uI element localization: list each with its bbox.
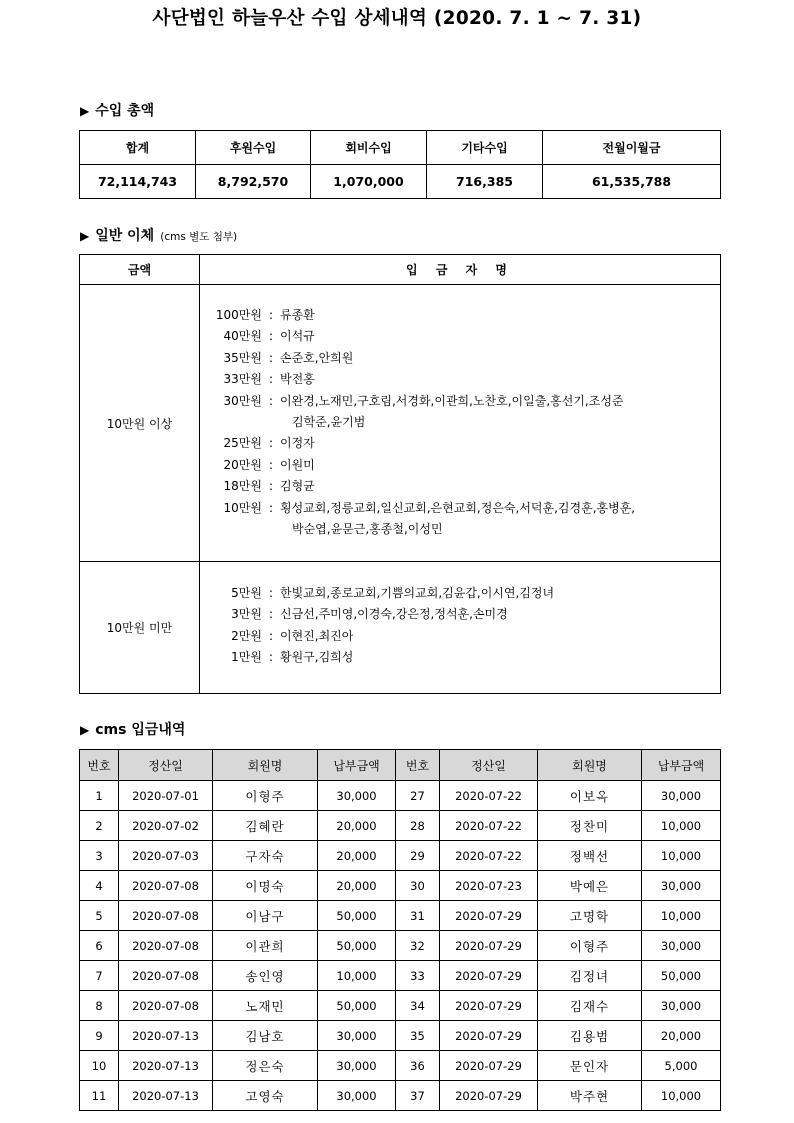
donor-amount: 10만원 xyxy=(223,500,262,515)
cms-cell: 2020-07-08 xyxy=(119,961,213,991)
donor-names: 박전홍 xyxy=(280,372,315,387)
cms-cell: 7 xyxy=(80,961,119,991)
donor-amount: 40만원 xyxy=(223,329,262,344)
cms-cell: 2020-07-08 xyxy=(119,991,213,1021)
cms-cell: 28 xyxy=(396,811,440,841)
table-row xyxy=(80,811,721,841)
cms-header: 납부금액 xyxy=(318,750,396,781)
header-amount: 금액 xyxy=(80,255,200,285)
cms-cell: 2020-07-08 xyxy=(119,901,213,931)
triangle-right-icon: ▶ xyxy=(80,104,90,118)
cms-cell: 노재민 xyxy=(213,991,318,1021)
cms-cell: 10,000 xyxy=(642,901,721,931)
donor-names: 횡성교회,정릉교회,일신교회,은현교회,정은숙,서덕훈,김경훈,홍병훈, xyxy=(280,500,636,515)
cms-cell: 이형주 xyxy=(538,931,642,961)
donor-list xyxy=(200,562,721,694)
cms-cell: 2020-07-29 xyxy=(440,1051,538,1081)
cms-cell: 이보옥 xyxy=(538,781,642,811)
table-row xyxy=(80,961,721,991)
triangle-right-icon: ▶ xyxy=(80,229,90,243)
cms-cell: 30,000 xyxy=(318,1051,396,1081)
donor-line: 100만원 : 류종환 xyxy=(212,305,720,326)
general-transfer-table xyxy=(79,254,721,694)
donor-names: 류종환 xyxy=(280,308,315,322)
cms-cell: 박주현 xyxy=(538,1081,642,1111)
donor-names: 이원미 xyxy=(280,457,315,472)
section-general-transfer-heading: ▶ 일반 이체 (cms 별도 첨부) xyxy=(80,228,238,244)
cms-cell: 31 xyxy=(396,901,440,931)
cms-cell: 2020-07-03 xyxy=(119,841,213,871)
cms-cell: 고영숙 xyxy=(213,1081,318,1111)
cms-deposit-table xyxy=(79,749,721,1111)
table-row xyxy=(80,781,721,811)
cms-cell: 2020-07-13 xyxy=(119,1021,213,1051)
donor-names: 이석규 xyxy=(280,329,315,344)
donor-names: 김형균 xyxy=(280,479,315,494)
donor-line: 30만원 : 이완경,노재민,구호림,서경화,이관희,노찬호,이일출,홍선기,조성준 xyxy=(212,391,720,412)
value-membership: 1,070,000 xyxy=(311,165,427,199)
cms-cell: 10,000 xyxy=(642,841,721,871)
cms-cell: 27 xyxy=(396,781,440,811)
donor-line: 18만원 : 김형균 xyxy=(212,476,720,497)
table-row xyxy=(80,1081,721,1111)
cms-cell: 20,000 xyxy=(642,1021,721,1051)
cms-cell: 2020-07-08 xyxy=(119,931,213,961)
cms-cell: 김정녀 xyxy=(538,961,642,991)
cms-cell: 2020-07-08 xyxy=(119,871,213,901)
cms-cell: 20,000 xyxy=(318,841,396,871)
table-row xyxy=(80,901,721,931)
cms-cell: 5 xyxy=(80,901,119,931)
cms-cell: 1 xyxy=(80,781,119,811)
value-carryover: 61,535,788 xyxy=(543,165,721,199)
donor-line: 5만원 : 한빛교회,종로교회,기쁨의교회,김윤갑,이시연,김정녀 xyxy=(212,583,720,604)
cms-cell: 2020-07-02 xyxy=(119,811,213,841)
cms-cell: 송인영 xyxy=(213,961,318,991)
cms-cell: 30,000 xyxy=(318,781,396,811)
table-row xyxy=(80,1051,721,1081)
cms-cell: 정찬미 xyxy=(538,811,642,841)
cms-cell: 50,000 xyxy=(318,931,396,961)
cms-cell: 9 xyxy=(80,1021,119,1051)
donor-amount: 35만원 xyxy=(223,350,262,365)
donor-names: 신금선,주미영,이경숙,강은정,정석훈,손미경 xyxy=(280,607,508,622)
cms-header: 정산일 xyxy=(119,750,213,781)
header-donation: 후원수입 xyxy=(196,131,311,165)
cms-cell: 35 xyxy=(396,1021,440,1051)
header-carryover: 전월이월금 xyxy=(543,131,721,165)
cms-cell: 37 xyxy=(396,1081,440,1111)
donor-line: 1만원 : 황원구,김희성 xyxy=(212,647,720,668)
table-row xyxy=(80,931,721,961)
cms-cell: 5,000 xyxy=(642,1051,721,1081)
cms-cell: 30,000 xyxy=(318,1081,396,1111)
cms-cell: 50,000 xyxy=(318,901,396,931)
cms-cell: 2020-07-29 xyxy=(440,991,538,1021)
donor-names: 손준호,안희원 xyxy=(280,350,354,365)
donor-amount: 33만원 xyxy=(223,372,262,387)
header-membership: 회비수입 xyxy=(311,131,427,165)
donor-line: 35만원 : 손준호,안희원 xyxy=(212,348,720,369)
cms-cell: 이형주 xyxy=(213,781,318,811)
donor-line: 33만원 : 박전홍 xyxy=(212,369,720,390)
cms-cell: 문인자 xyxy=(538,1051,642,1081)
cms-cell: 김남호 xyxy=(213,1021,318,1051)
cms-cell: 2020-07-22 xyxy=(440,811,538,841)
donor-amount: 25만원 xyxy=(223,436,262,451)
donor-names: 이정자 xyxy=(280,436,315,451)
value-donation: 8,792,570 xyxy=(196,165,311,199)
donor-amount: 2만원 xyxy=(231,628,262,643)
donor-line: 3만원 : 신금선,주미영,이경숙,강은정,정석훈,손미경 xyxy=(212,604,720,625)
section-income-total-heading: ▶ 수입 총액 xyxy=(80,103,155,119)
donor-names: 황원구,김희성 xyxy=(280,650,354,665)
donor-amount: 3만원 xyxy=(231,607,262,622)
donor-amount: 1만원 xyxy=(231,650,262,665)
cms-cell: 30 xyxy=(396,871,440,901)
cms-cell: 3 xyxy=(80,841,119,871)
cms-cell: 34 xyxy=(396,991,440,1021)
header-depositor-names: 입 금 자 명 xyxy=(200,255,721,285)
cms-cell: 2020-07-29 xyxy=(440,1021,538,1051)
donor-names: 한빛교회,종로교회,기쁨의교회,김윤갑,이시연,김정녀 xyxy=(280,586,555,600)
cms-cell: 정백선 xyxy=(538,841,642,871)
cms-cell: 이남구 xyxy=(213,901,318,931)
cms-cell: 10,000 xyxy=(642,1081,721,1111)
cms-cell: 2020-07-23 xyxy=(440,871,538,901)
cms-cell: 20,000 xyxy=(318,871,396,901)
cms-cell: 2020-07-01 xyxy=(119,781,213,811)
cms-header: 회원명 xyxy=(213,750,318,781)
cms-cell: 30,000 xyxy=(318,1021,396,1051)
donor-amount: 30만원 xyxy=(223,393,262,408)
cms-cell: 30,000 xyxy=(642,991,721,1021)
cms-header: 번호 xyxy=(80,750,119,781)
cms-cell: 2020-07-29 xyxy=(440,961,538,991)
donor-amount: 5만원 xyxy=(231,586,262,600)
cms-cell: 33 xyxy=(396,961,440,991)
cms-header: 번호 xyxy=(396,750,440,781)
cms-cell: 이관희 xyxy=(213,931,318,961)
cms-cell: 4 xyxy=(80,871,119,901)
cms-cell: 박예은 xyxy=(538,871,642,901)
cms-cell: 2020-07-29 xyxy=(440,901,538,931)
cms-cell: 이명숙 xyxy=(213,871,318,901)
table-row xyxy=(80,1021,721,1051)
donor-amount: 20만원 xyxy=(223,457,262,472)
section-cms-heading: ▶ cms 입금내역 xyxy=(80,722,186,738)
value-other: 716,385 xyxy=(427,165,543,199)
cms-cell: 김용범 xyxy=(538,1021,642,1051)
donor-line: 10만원 : 횡성교회,정릉교회,일신교회,은현교회,정은숙,서덕훈,김경훈,홍병훈, xyxy=(212,498,720,519)
donor-names-continued: 박순엽,윤문근,홍종철,이성민 xyxy=(292,522,443,537)
cms-cell: 32 xyxy=(396,931,440,961)
donor-names: 이완경,노재민,구호림,서경화,이관희,노찬호,이일출,홍선기,조성준 xyxy=(280,393,624,408)
cms-cell: 30,000 xyxy=(642,871,721,901)
cms-cell: 50,000 xyxy=(642,961,721,991)
header-total: 합계 xyxy=(80,131,196,165)
cms-cell: 2020-07-29 xyxy=(440,1081,538,1111)
cms-cell: 정은숙 xyxy=(213,1051,318,1081)
donor-amount: 100만원 xyxy=(215,308,262,322)
donor-line: 20만원 : 이원미 xyxy=(212,455,720,476)
cms-cell: 고명학 xyxy=(538,901,642,931)
group-label: 10만원 이상 xyxy=(80,285,200,562)
cms-cell: 10,000 xyxy=(318,961,396,991)
cms-cell: 2020-07-29 xyxy=(440,931,538,961)
cms-cell: 2 xyxy=(80,811,119,841)
table-row xyxy=(80,841,721,871)
cms-cell: 36 xyxy=(396,1051,440,1081)
cms-cell: 김혜란 xyxy=(213,811,318,841)
cms-cell: 20,000 xyxy=(318,811,396,841)
group-label: 10만원 미만 xyxy=(80,562,200,694)
cms-header: 회원명 xyxy=(538,750,642,781)
cms-cell: 6 xyxy=(80,931,119,961)
donor-names-continued: 김학준,윤기범 xyxy=(292,415,366,430)
cms-cell: 8 xyxy=(80,991,119,1021)
donor-list xyxy=(200,285,721,562)
header-other: 기타수입 xyxy=(427,131,543,165)
donor-line: 2만원 : 이현진,최진아 xyxy=(212,626,720,647)
cms-cell: 2020-07-13 xyxy=(119,1051,213,1081)
cms-cell: 50,000 xyxy=(318,991,396,1021)
cms-cell: 30,000 xyxy=(642,781,721,811)
cms-cell: 구자숙 xyxy=(213,841,318,871)
cms-cell: 11 xyxy=(80,1081,119,1111)
cms-cell: 30,000 xyxy=(642,931,721,961)
donor-line: 25만원 : 이정자 xyxy=(212,433,720,454)
cms-cell: 29 xyxy=(396,841,440,871)
donor-names: 이현진,최진아 xyxy=(280,628,354,643)
cms-cell: 10 xyxy=(80,1051,119,1081)
cms-cell: 김재수 xyxy=(538,991,642,1021)
cms-cell: 2020-07-22 xyxy=(440,781,538,811)
cms-cell: 10,000 xyxy=(642,811,721,841)
income-total-table xyxy=(79,130,721,199)
table-row xyxy=(80,871,721,901)
cms-cell: 2020-07-22 xyxy=(440,841,538,871)
triangle-right-icon: ▶ xyxy=(80,723,90,737)
cms-header: 납부금액 xyxy=(642,750,721,781)
donor-line: 40만원 : 이석규 xyxy=(212,326,720,347)
table-row xyxy=(80,991,721,1021)
cms-cell: 2020-07-13 xyxy=(119,1081,213,1111)
cms-header: 정산일 xyxy=(440,750,538,781)
page-title: 사단법인 하늘우산 수입 상세내역 (2020. 7. 1 ~ 7. 31) xyxy=(152,8,642,29)
value-total: 72,114,743 xyxy=(80,165,196,199)
donor-amount: 18만원 xyxy=(223,479,262,494)
